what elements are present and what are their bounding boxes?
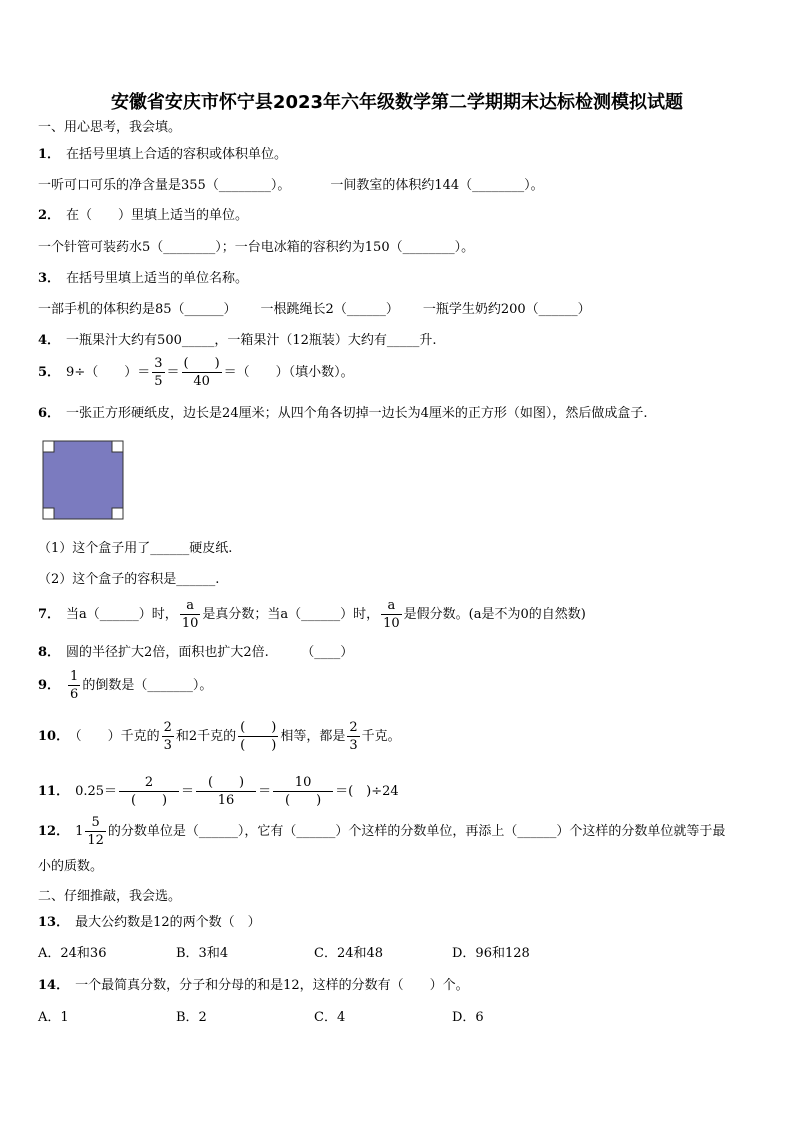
numerator: ( ) bbox=[240, 720, 277, 735]
question-13-options bbox=[38, 946, 590, 962]
numerator: 2 bbox=[163, 720, 172, 735]
question-12-part-1: 的分数单位是（______），它有（______）个这样的分数单位，再添上（______）个这样的分数单位就等于最 bbox=[107, 824, 726, 839]
question-10-part-1: （ ）千克的 bbox=[75, 729, 160, 744]
question-text: 在（ ）里填上适当的单位。 bbox=[66, 208, 249, 223]
question-number: 6． bbox=[38, 406, 61, 421]
option-c[interactable]: C．24和48 bbox=[314, 946, 384, 961]
section-2-heading: 二、仔细推敲，我会选。 bbox=[38, 889, 182, 904]
question-1-item-b: 一间教室的体积约144（________）。 bbox=[330, 178, 544, 193]
numerator: 3 bbox=[154, 356, 163, 371]
question-number: 2． bbox=[38, 208, 61, 223]
denominator: 16 bbox=[217, 793, 235, 808]
option-d[interactable]: D．6 bbox=[452, 1010, 484, 1025]
section-1-heading: 一、用心思考，我会填。 bbox=[38, 120, 182, 135]
question-6-part-2: （2）这个盒子的容积是______. bbox=[38, 572, 220, 587]
question-3-item-a: 一部手机的体积约是85（______） bbox=[38, 302, 237, 317]
denominator: ( ) bbox=[240, 738, 277, 753]
denominator: 10 bbox=[383, 616, 400, 631]
question-number: 3． bbox=[38, 271, 61, 286]
question-number: 13． bbox=[38, 915, 70, 930]
question-4 bbox=[38, 333, 437, 349]
equals-sign: ＝ bbox=[181, 784, 195, 799]
question-number: 10． bbox=[38, 729, 70, 744]
question-number: 14． bbox=[38, 978, 70, 993]
question-10-part-2: 和2千克的 bbox=[175, 729, 237, 744]
page-title: 安徽省安庆市怀宁县2023年六年级数学第二学期期末达标检测模拟试题 bbox=[110, 92, 684, 113]
question-14-options bbox=[38, 1010, 590, 1026]
question-2 bbox=[38, 208, 248, 224]
question-9 bbox=[38, 670, 212, 701]
question-9-suffix: 的倒数是（_______）。 bbox=[82, 678, 213, 693]
question-number: 9． bbox=[38, 678, 61, 693]
question-2-item-a: 一个针管可装药水5（________）；一台电冰箱的容积约为150（________）。 bbox=[38, 240, 475, 255]
cut-square-figure bbox=[42, 440, 124, 520]
numerator: 10 bbox=[273, 776, 333, 792]
fraction bbox=[238, 721, 278, 752]
question-5-suffix: ＝（ ）（填小数）。 bbox=[223, 365, 354, 380]
question-8 bbox=[38, 645, 353, 661]
question-number: 1． bbox=[38, 147, 61, 162]
numerator: a bbox=[180, 599, 201, 615]
denominator: ( ) bbox=[285, 793, 322, 808]
fraction bbox=[119, 776, 179, 807]
corner-cut-top-right bbox=[112, 441, 123, 452]
question-10-part-4: 千克。 bbox=[361, 729, 401, 744]
numerator: ( ) bbox=[196, 776, 256, 792]
question-number: 5． bbox=[38, 365, 61, 380]
question-11-part-2: ＝( )÷24 bbox=[335, 784, 399, 799]
option-d[interactable]: D．96和128 bbox=[452, 946, 530, 961]
fraction bbox=[152, 357, 164, 388]
numerator: 2 bbox=[349, 720, 358, 735]
corner-cut-top-left bbox=[43, 441, 54, 452]
question-number: 8． bbox=[38, 645, 61, 660]
numerator: 5 bbox=[85, 816, 106, 832]
question-11-part-1: 0.25＝ bbox=[75, 784, 118, 799]
question-1-items bbox=[38, 178, 544, 194]
fraction bbox=[180, 599, 201, 630]
denominator: 5 bbox=[154, 374, 163, 389]
fraction bbox=[273, 776, 333, 807]
option-a[interactable]: A．24和36 bbox=[38, 946, 107, 961]
denominator: 3 bbox=[349, 738, 358, 753]
question-12-continuation: 小的质数。 bbox=[38, 859, 104, 874]
question-12 bbox=[38, 816, 725, 847]
fraction bbox=[182, 357, 222, 388]
option-c[interactable]: C．4 bbox=[314, 1010, 346, 1025]
question-1-item-a: 一听可口可乐的净含量是355（________）。 bbox=[38, 178, 291, 193]
question-1 bbox=[38, 147, 287, 163]
fraction bbox=[381, 599, 402, 630]
corner-cut-bottom-right bbox=[112, 508, 123, 519]
question-number: 7． bbox=[38, 607, 61, 622]
question-text: 一张正方形硬纸皮，边长是24厘米；从四个角各切掉一边长为4厘米的正方形（如图），然后做成盒子. bbox=[66, 406, 648, 421]
option-b[interactable]: B．2 bbox=[176, 1010, 207, 1025]
question-text: 在括号里填上合适的容积或体积单位。 bbox=[66, 147, 288, 162]
question-number: 4． bbox=[38, 333, 61, 348]
question-5-prefix: 9÷（ ）＝ bbox=[66, 365, 151, 380]
question-text: 一个最简真分数，分子和分母的和是12，这样的分数有（ ）个。 bbox=[75, 978, 469, 993]
question-11 bbox=[38, 776, 399, 807]
equals-sign: ＝ bbox=[166, 365, 180, 380]
option-a[interactable]: A．1 bbox=[38, 1010, 69, 1025]
numerator: 1 bbox=[70, 669, 79, 684]
equals-sign: ＝ bbox=[258, 784, 272, 799]
fraction bbox=[85, 816, 106, 847]
numerator: 2 bbox=[119, 776, 179, 792]
corner-cut-bottom-left bbox=[43, 508, 54, 519]
question-7 bbox=[38, 599, 586, 630]
fraction bbox=[347, 721, 359, 752]
question-number: 11． bbox=[38, 784, 70, 799]
question-14 bbox=[38, 978, 469, 994]
question-3-items bbox=[38, 302, 591, 318]
denominator: 12 bbox=[87, 833, 104, 848]
question-3 bbox=[38, 271, 248, 287]
question-10 bbox=[38, 721, 401, 752]
option-b[interactable]: B．3和4 bbox=[176, 946, 229, 961]
fraction bbox=[196, 776, 256, 807]
denominator: 10 bbox=[181, 616, 199, 631]
mixed-number-whole: 1 bbox=[75, 824, 84, 839]
question-6 bbox=[38, 406, 648, 422]
numerator: a bbox=[381, 599, 402, 615]
question-3-item-b: 一根跳绳长2（______） bbox=[260, 302, 399, 317]
question-text: 圆的半径扩大2倍，面积也扩大2倍. （____） bbox=[66, 645, 354, 660]
question-number: 12． bbox=[38, 824, 70, 839]
question-10-part-3: 相等，都是 bbox=[280, 729, 346, 744]
denominator: 3 bbox=[163, 738, 172, 753]
denominator: 6 bbox=[70, 687, 79, 702]
square-sheet bbox=[43, 441, 123, 519]
question-6-part-1: （1）这个盒子用了______硬皮纸. bbox=[38, 541, 233, 556]
numerator: ( ) bbox=[183, 356, 220, 371]
question-5 bbox=[38, 357, 354, 388]
question-7-part-2: 是真分数；当a（______）时， bbox=[202, 607, 380, 622]
question-3-item-c: 一瓶学生奶约200（______） bbox=[422, 302, 591, 317]
question-7-part-3: 是假分数。(a是不为0的自然数) bbox=[403, 607, 586, 622]
question-text: 最大公约数是12的两个数（ ） bbox=[75, 915, 261, 930]
question-7-part-1: 当a（______）时， bbox=[66, 607, 178, 622]
fraction bbox=[68, 670, 80, 701]
question-text: 在括号里填上适当的单位名称。 bbox=[66, 271, 249, 286]
denominator: 40 bbox=[193, 374, 210, 389]
denominator: ( ) bbox=[130, 793, 168, 808]
fraction bbox=[162, 721, 174, 752]
question-13 bbox=[38, 915, 261, 931]
question-text: 一瓶果汁大约有500_____，一箱果汁（12瓶装）大约有_____升. bbox=[66, 333, 437, 348]
